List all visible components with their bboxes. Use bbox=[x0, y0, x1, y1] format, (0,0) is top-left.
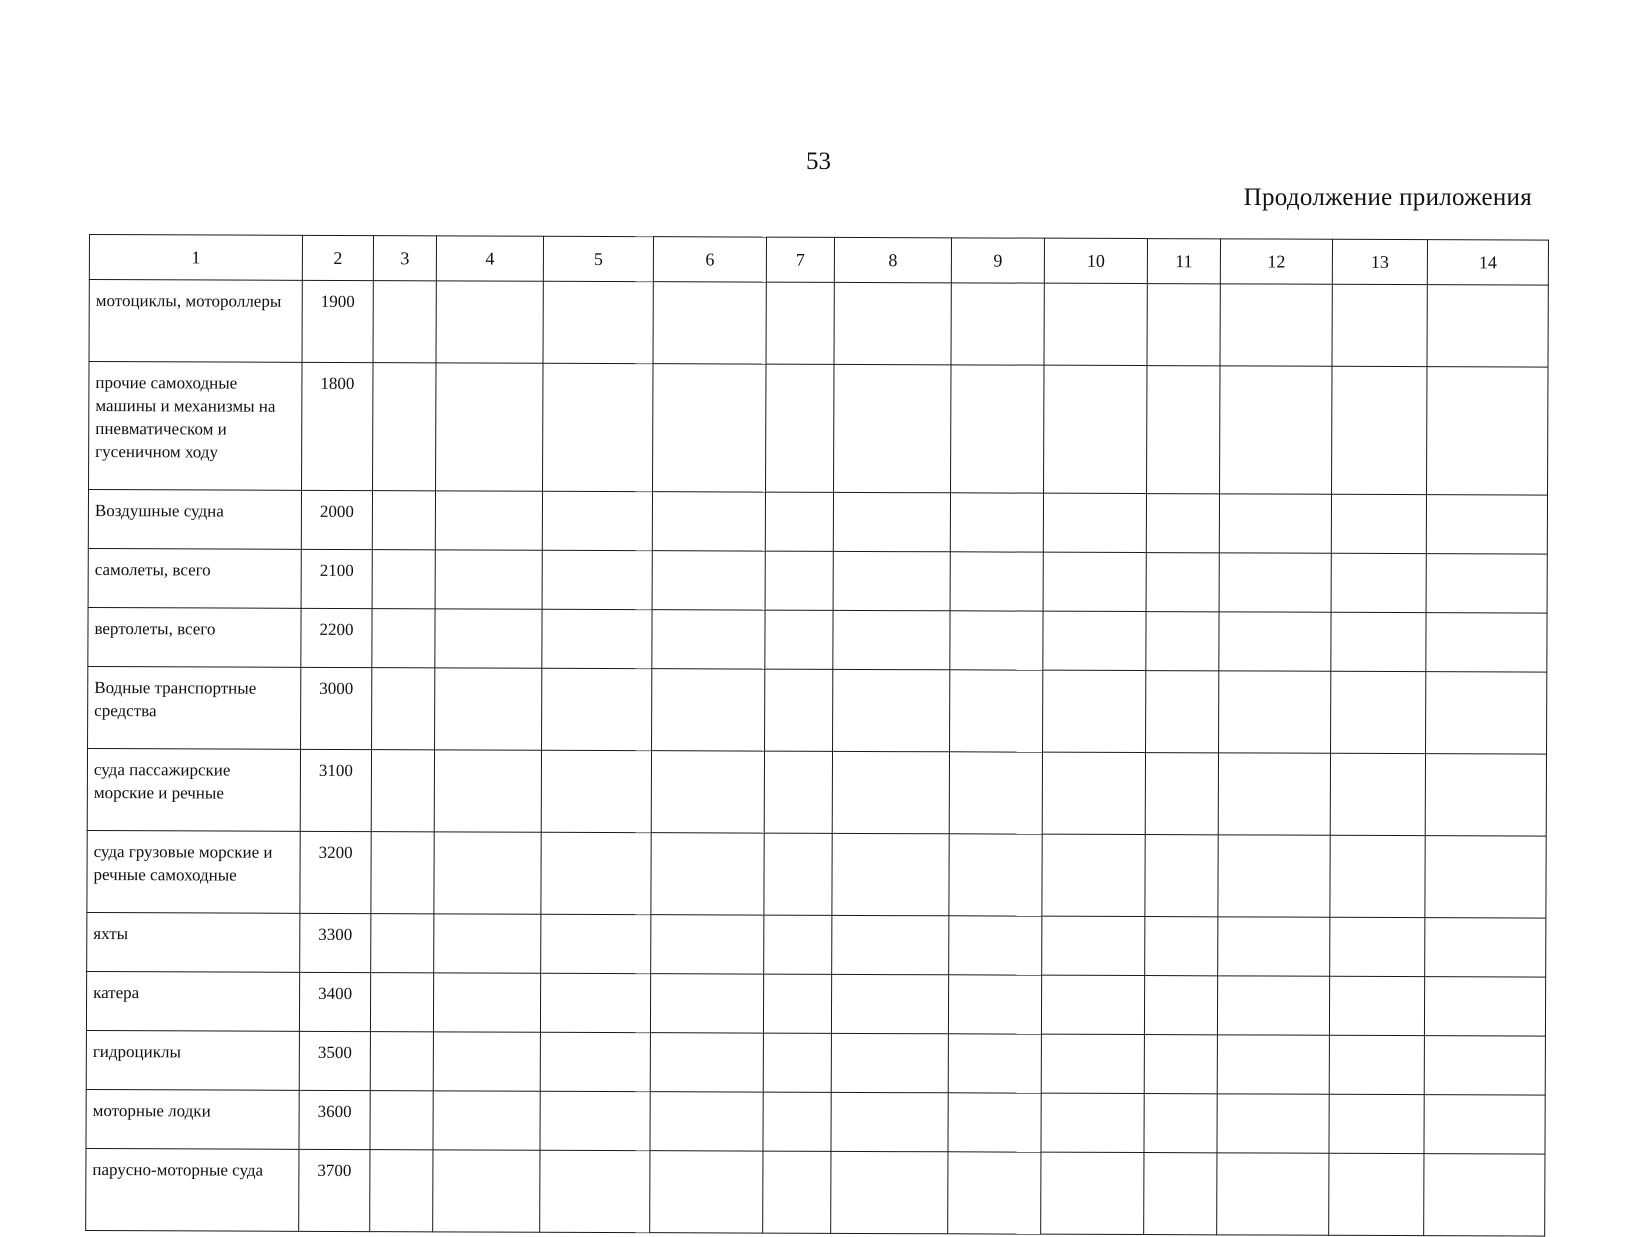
data-cell bbox=[1219, 671, 1331, 753]
data-cell bbox=[1044, 283, 1147, 365]
table-row bbox=[88, 548, 1547, 613]
data-cell bbox=[650, 1092, 763, 1151]
data-cell bbox=[1041, 1152, 1144, 1234]
data-cell bbox=[949, 752, 1042, 834]
data-cell bbox=[1329, 1153, 1424, 1235]
row-name: суда пассажирские морские и речные bbox=[87, 748, 300, 831]
data-cell bbox=[1218, 753, 1330, 835]
data-cell bbox=[652, 610, 765, 669]
column-header: 2 bbox=[302, 235, 373, 280]
data-cell bbox=[435, 550, 542, 609]
data-cell bbox=[371, 832, 434, 914]
data-cell bbox=[435, 491, 542, 550]
data-cell bbox=[542, 550, 652, 609]
page-number: 53 bbox=[806, 148, 831, 175]
table-row bbox=[87, 912, 1546, 977]
data-cell bbox=[1220, 284, 1332, 366]
data-cell bbox=[1332, 284, 1427, 366]
row-code: 3100 bbox=[300, 749, 371, 831]
data-cell bbox=[766, 364, 834, 492]
data-cell bbox=[1044, 365, 1147, 493]
data-cell bbox=[543, 363, 653, 491]
data-cell bbox=[1042, 834, 1145, 916]
data-cell bbox=[542, 609, 652, 668]
row-name: катера bbox=[86, 971, 299, 1031]
data-cell bbox=[1426, 613, 1547, 672]
data-cell bbox=[763, 1092, 831, 1151]
data-cell bbox=[1217, 1153, 1329, 1235]
data-cell bbox=[764, 751, 832, 833]
row-name: прочие самоходные машины и механизмы на пневматическом и гусеничном ходу bbox=[89, 362, 302, 491]
data-cell bbox=[1146, 494, 1219, 553]
row-name: мотоциклы, мотороллеры bbox=[89, 280, 302, 363]
data-cell bbox=[653, 282, 766, 364]
column-header: 12 bbox=[1220, 239, 1332, 284]
data-cell bbox=[1043, 493, 1146, 552]
data-cell bbox=[653, 364, 766, 492]
data-cell bbox=[1041, 1093, 1144, 1152]
data-cell bbox=[948, 1152, 1041, 1234]
data-cell bbox=[435, 609, 542, 668]
data-cell bbox=[1424, 977, 1545, 1036]
data-cell bbox=[370, 1091, 433, 1150]
data-cell bbox=[1220, 366, 1332, 494]
data-cell bbox=[833, 669, 950, 751]
data-cell bbox=[1043, 552, 1146, 611]
row-name: самолеты, всего bbox=[88, 548, 301, 608]
data-cell bbox=[1219, 553, 1331, 612]
row-code: 3700 bbox=[299, 1149, 370, 1231]
row-code: 2100 bbox=[301, 549, 372, 608]
appendix-table bbox=[85, 234, 1549, 1237]
data-cell bbox=[1330, 917, 1425, 976]
data-cell bbox=[435, 668, 542, 750]
data-cell bbox=[541, 750, 651, 832]
data-cell bbox=[433, 1091, 540, 1150]
data-cell bbox=[1144, 1035, 1217, 1094]
data-cell bbox=[651, 833, 764, 915]
row-code: 3500 bbox=[299, 1031, 370, 1090]
table-row bbox=[86, 1030, 1545, 1095]
column-header: 5 bbox=[543, 236, 653, 281]
data-cell bbox=[650, 1151, 763, 1233]
row-name: вертолеты, всего bbox=[88, 607, 301, 667]
data-cell bbox=[1218, 917, 1330, 976]
data-cell bbox=[1144, 1153, 1217, 1235]
data-cell bbox=[650, 1033, 763, 1092]
data-cell bbox=[651, 915, 764, 974]
data-cell bbox=[831, 1033, 948, 1092]
row-code: 3300 bbox=[300, 913, 371, 972]
data-cell bbox=[540, 973, 650, 1032]
data-cell bbox=[1425, 918, 1546, 977]
data-cell bbox=[370, 1150, 433, 1232]
column-header: 4 bbox=[436, 236, 543, 281]
data-cell bbox=[372, 550, 435, 609]
table-row bbox=[89, 362, 1548, 496]
data-cell bbox=[433, 1032, 540, 1091]
data-cell bbox=[1424, 1036, 1545, 1095]
data-cell bbox=[831, 1151, 948, 1233]
data-cell bbox=[1330, 835, 1425, 917]
table-row bbox=[88, 607, 1547, 672]
data-cell bbox=[763, 974, 831, 1033]
data-cell bbox=[763, 1151, 831, 1233]
data-cell bbox=[543, 281, 653, 363]
data-cell bbox=[434, 832, 541, 914]
data-cell bbox=[540, 1091, 650, 1150]
data-cell bbox=[434, 750, 541, 832]
table-row bbox=[86, 1089, 1545, 1154]
data-cell bbox=[949, 916, 1042, 975]
data-cell bbox=[371, 750, 434, 832]
table-row bbox=[87, 748, 1546, 836]
data-cell bbox=[651, 751, 764, 833]
data-cell bbox=[371, 914, 434, 973]
table-row bbox=[86, 971, 1545, 1036]
row-code: 3200 bbox=[300, 831, 371, 913]
data-cell bbox=[1427, 285, 1548, 367]
data-cell bbox=[372, 668, 435, 750]
data-cell bbox=[951, 283, 1044, 365]
data-cell bbox=[650, 974, 763, 1033]
data-cell bbox=[436, 281, 543, 363]
data-cell bbox=[540, 1150, 650, 1232]
data-cell bbox=[433, 1150, 540, 1232]
column-header: 11 bbox=[1147, 239, 1220, 284]
data-cell bbox=[370, 973, 433, 1032]
row-code: 3400 bbox=[299, 972, 370, 1031]
data-cell bbox=[765, 492, 833, 551]
data-cell bbox=[434, 914, 541, 973]
data-cell bbox=[1145, 835, 1218, 917]
row-code: 1900 bbox=[302, 280, 373, 362]
data-cell bbox=[370, 1032, 433, 1091]
table-row bbox=[89, 280, 1548, 368]
data-cell bbox=[372, 491, 435, 550]
data-cell bbox=[373, 281, 436, 363]
data-cell bbox=[1144, 1094, 1217, 1153]
data-cell bbox=[948, 1093, 1041, 1152]
data-cell bbox=[763, 1033, 831, 1092]
data-cell bbox=[1426, 554, 1547, 613]
data-cell bbox=[832, 915, 949, 974]
data-cell bbox=[949, 834, 1042, 916]
data-cell bbox=[1425, 836, 1546, 918]
data-cell bbox=[948, 975, 1041, 1034]
data-cell bbox=[766, 282, 834, 364]
table-row bbox=[88, 490, 1547, 555]
data-cell bbox=[948, 1034, 1041, 1093]
header-row bbox=[89, 235, 1548, 286]
table-row bbox=[86, 1148, 1545, 1236]
data-cell bbox=[950, 670, 1043, 752]
column-header: 13 bbox=[1332, 239, 1427, 284]
data-cell bbox=[1146, 671, 1219, 753]
data-cell bbox=[436, 363, 543, 491]
data-cell bbox=[542, 668, 652, 750]
data-cell bbox=[1219, 494, 1331, 553]
data-cell bbox=[1332, 366, 1427, 494]
data-cell bbox=[1218, 835, 1330, 917]
data-cell bbox=[950, 552, 1043, 611]
data-cell bbox=[765, 610, 833, 669]
data-cell bbox=[373, 363, 436, 491]
data-cell bbox=[1147, 284, 1220, 366]
data-cell bbox=[652, 669, 765, 751]
data-cell bbox=[1331, 671, 1426, 753]
column-header: 10 bbox=[1044, 238, 1147, 283]
column-header: 1 bbox=[89, 235, 302, 281]
data-cell bbox=[831, 974, 948, 1033]
data-cell bbox=[1425, 754, 1546, 836]
data-cell bbox=[834, 364, 951, 492]
column-header: 3 bbox=[373, 236, 436, 281]
row-name: гидроциклы bbox=[86, 1030, 299, 1090]
data-cell bbox=[1041, 975, 1144, 1034]
data-cell bbox=[1426, 495, 1547, 554]
data-cell bbox=[764, 833, 832, 915]
row-name: моторные лодки bbox=[86, 1089, 299, 1149]
table-row bbox=[88, 666, 1547, 754]
data-cell bbox=[542, 491, 652, 550]
data-cell bbox=[1331, 494, 1426, 553]
table-row bbox=[87, 830, 1546, 918]
data-cell bbox=[1329, 976, 1424, 1035]
data-cell bbox=[1145, 753, 1218, 835]
data-cell bbox=[1043, 670, 1146, 752]
column-header: 6 bbox=[653, 237, 766, 282]
row-name: Воздушные судна bbox=[88, 490, 301, 550]
data-cell bbox=[950, 611, 1043, 670]
data-cell bbox=[1329, 1035, 1424, 1094]
data-cell bbox=[1330, 753, 1425, 835]
data-cell bbox=[764, 915, 832, 974]
row-code: 1800 bbox=[302, 362, 373, 490]
row-name: Водные транспортные средства bbox=[88, 666, 301, 749]
data-cell bbox=[1043, 611, 1146, 670]
data-cell bbox=[950, 493, 1043, 552]
data-cell bbox=[831, 1092, 948, 1151]
data-cell bbox=[1331, 612, 1426, 671]
continuation-title: Продолжение приложения bbox=[1243, 184, 1532, 211]
row-code: 3600 bbox=[299, 1090, 370, 1149]
data-cell bbox=[1217, 1094, 1329, 1153]
data-cell bbox=[832, 751, 949, 833]
data-cell bbox=[951, 365, 1044, 493]
data-cell bbox=[1217, 1035, 1329, 1094]
data-cell bbox=[833, 551, 950, 610]
data-cell bbox=[834, 282, 951, 364]
data-cell bbox=[1146, 553, 1219, 612]
data-cell bbox=[832, 833, 949, 915]
row-code: 2200 bbox=[301, 608, 372, 667]
data-cell bbox=[1145, 917, 1218, 976]
column-header: 9 bbox=[951, 238, 1044, 283]
data-cell bbox=[1146, 612, 1219, 671]
data-cell bbox=[833, 610, 950, 669]
row-code: 3000 bbox=[301, 667, 372, 749]
row-name: парусно-моторные суда bbox=[86, 1148, 299, 1231]
data-cell bbox=[540, 1032, 650, 1091]
column-header: 8 bbox=[834, 237, 951, 282]
column-header: 7 bbox=[766, 237, 834, 282]
data-cell bbox=[1427, 367, 1548, 495]
row-name: суда грузовые морские и речные самоходные bbox=[87, 830, 300, 913]
data-cell bbox=[1042, 916, 1145, 975]
data-cell bbox=[765, 669, 833, 751]
data-cell bbox=[652, 551, 765, 610]
data-cell bbox=[541, 832, 651, 914]
row-name: яхты bbox=[87, 912, 300, 972]
data-cell bbox=[1331, 553, 1426, 612]
data-cell bbox=[541, 914, 651, 973]
data-cell bbox=[1219, 612, 1331, 671]
data-cell bbox=[1041, 1034, 1144, 1093]
data-cell bbox=[652, 492, 765, 551]
data-cell bbox=[1147, 366, 1220, 494]
data-cell bbox=[1426, 672, 1547, 754]
data-cell bbox=[1217, 976, 1329, 1035]
data-cell bbox=[765, 551, 833, 610]
data-cell bbox=[433, 973, 540, 1032]
data-cell bbox=[1329, 1094, 1424, 1153]
data-cell bbox=[1042, 752, 1145, 834]
data-cell bbox=[1424, 1095, 1545, 1154]
column-header: 14 bbox=[1427, 240, 1548, 285]
data-cell bbox=[833, 492, 950, 551]
data-cell bbox=[372, 609, 435, 668]
data-cell bbox=[1424, 1154, 1545, 1236]
row-code: 2000 bbox=[301, 490, 372, 549]
data-cell bbox=[1144, 976, 1217, 1035]
